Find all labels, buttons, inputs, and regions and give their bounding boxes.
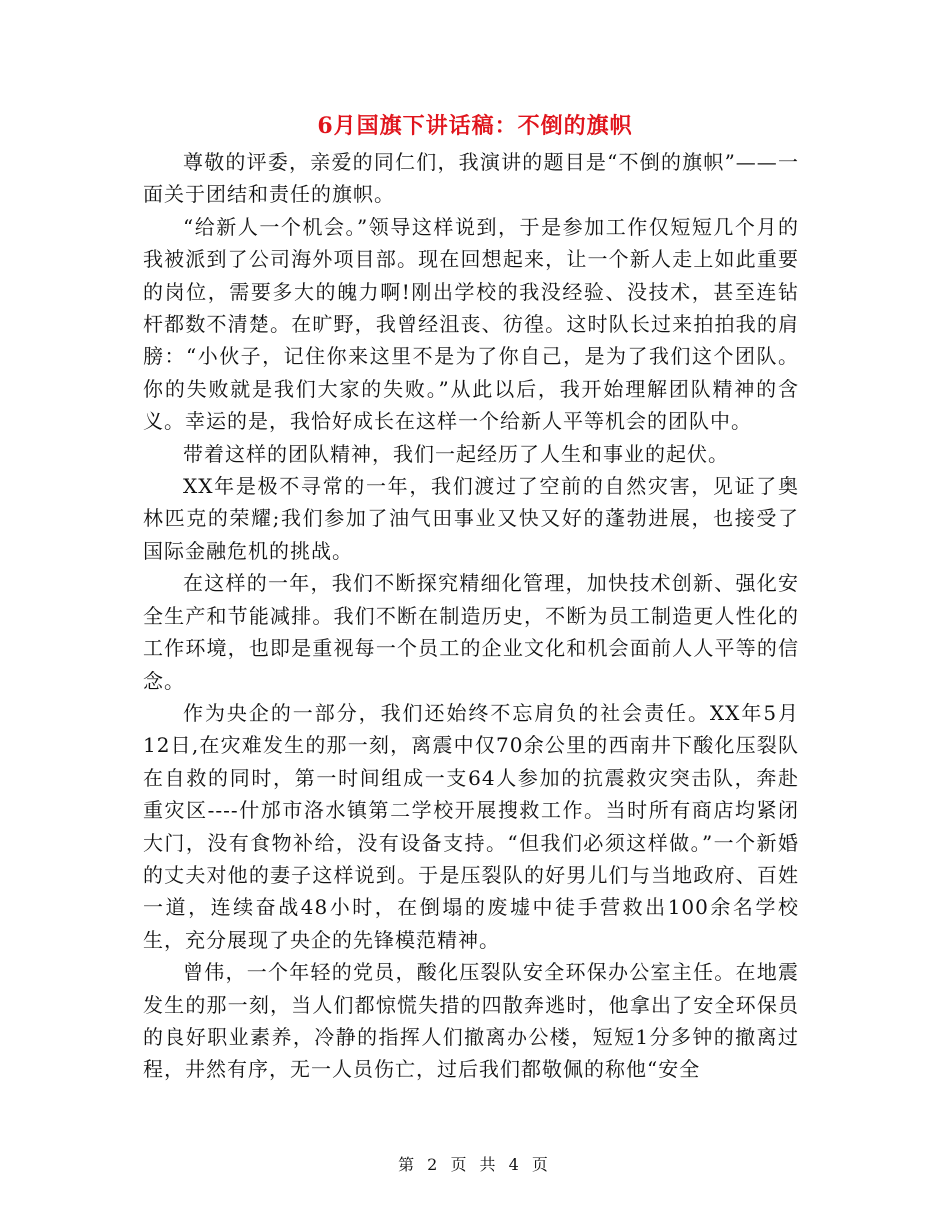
paragraph-2: “给新人一个机会。”领导这样说到，于是参加工作仅短短几个月的我被派到了公司海外项目部。现在回想起来，让一个新人走上如此重要的岗位，需要多大的魄力啊!刚出学校的我没经验、没技术，甚至连钻杆都数不清楚。在旷野，我曾经沮丧、彷徨。这时队长过来拍拍我的肩膀：“小伙子，记住你来这里不是为了你自己，是为了我们这个团队。你的失败就是我们大家的失败。”从此以后，我开始理解团队精神的含义。幸运的是，我恰好成长在这样一个给新人平等机会的团队中。: [143, 214, 799, 434]
paragraph-4: XX年是极不寻常的一年，我们渡过了空前的自然灾害，见证了奥林匹克的荣耀;我们参加了油气田事业又快又好的蓬勃进展，也接受了国际金融危机的挑战。: [143, 474, 799, 563]
page-title: 6月国旗下讲话稿：不倒的旗帜: [317, 113, 633, 139]
paragraph-6: 作为央企的一部分，我们还始终不忘肩负的社会责任。XX年5月12日,在灾难发生的那一刻，离震中仅70余公里的西南井下酸化压裂队在自救的同时，第一时间组成一支64人参加的抗震救灾突击队，奔赴重灾区----什邡市洛水镇第二学校开展搜救工作。当时所有商店均紧闭大门，没有食物补给，没有设备支持。“但我们必须这样做。”一个新婚的丈夫对他的妻子这样说到。于是压裂队的好男儿们与当地政府、百姓一道，连续奋战48小时，在倒塌的废墟中徒手营救出100余名学校生，充分展现了央企的先锋模范精神。: [143, 700, 799, 952]
paragraph-7: 曾伟，一个年轻的党员，酸化压裂队安全环保办公室主任。在地震发生的那一刻，当人们都惊慌失措的四散奔逃时，他拿出了安全环保员的良好职业素养，冷静的指挥人们撤离办公楼，短短1分多钟的撤离过程，井然有序，无一人员伤亡，过后我们都敬佩的称他“安全: [143, 960, 799, 1082]
paragraph-3: 带着这样的团队精神，我们一起经历了人生和事业的起伏。: [183, 441, 729, 466]
page-number-footer: 第 2 页 共 4 页: [398, 1155, 552, 1174]
paragraph-1: 尊敬的评委，亲爱的同仁们，我演讲的题目是“不倒的旗帜”——一面关于团结和责任的旗帜。: [143, 150, 799, 207]
paragraph-5: 在这样的一年，我们不断探究精细化管理，加快技术创新、强化安全生产和节能减排。我们不断在制造历史，不断为员工制造更人性化的工作环境，也即是重视每一个员工的企业文化和机会面前人人平等的信念。: [143, 571, 799, 693]
document-body: [143, 146, 799, 1086]
